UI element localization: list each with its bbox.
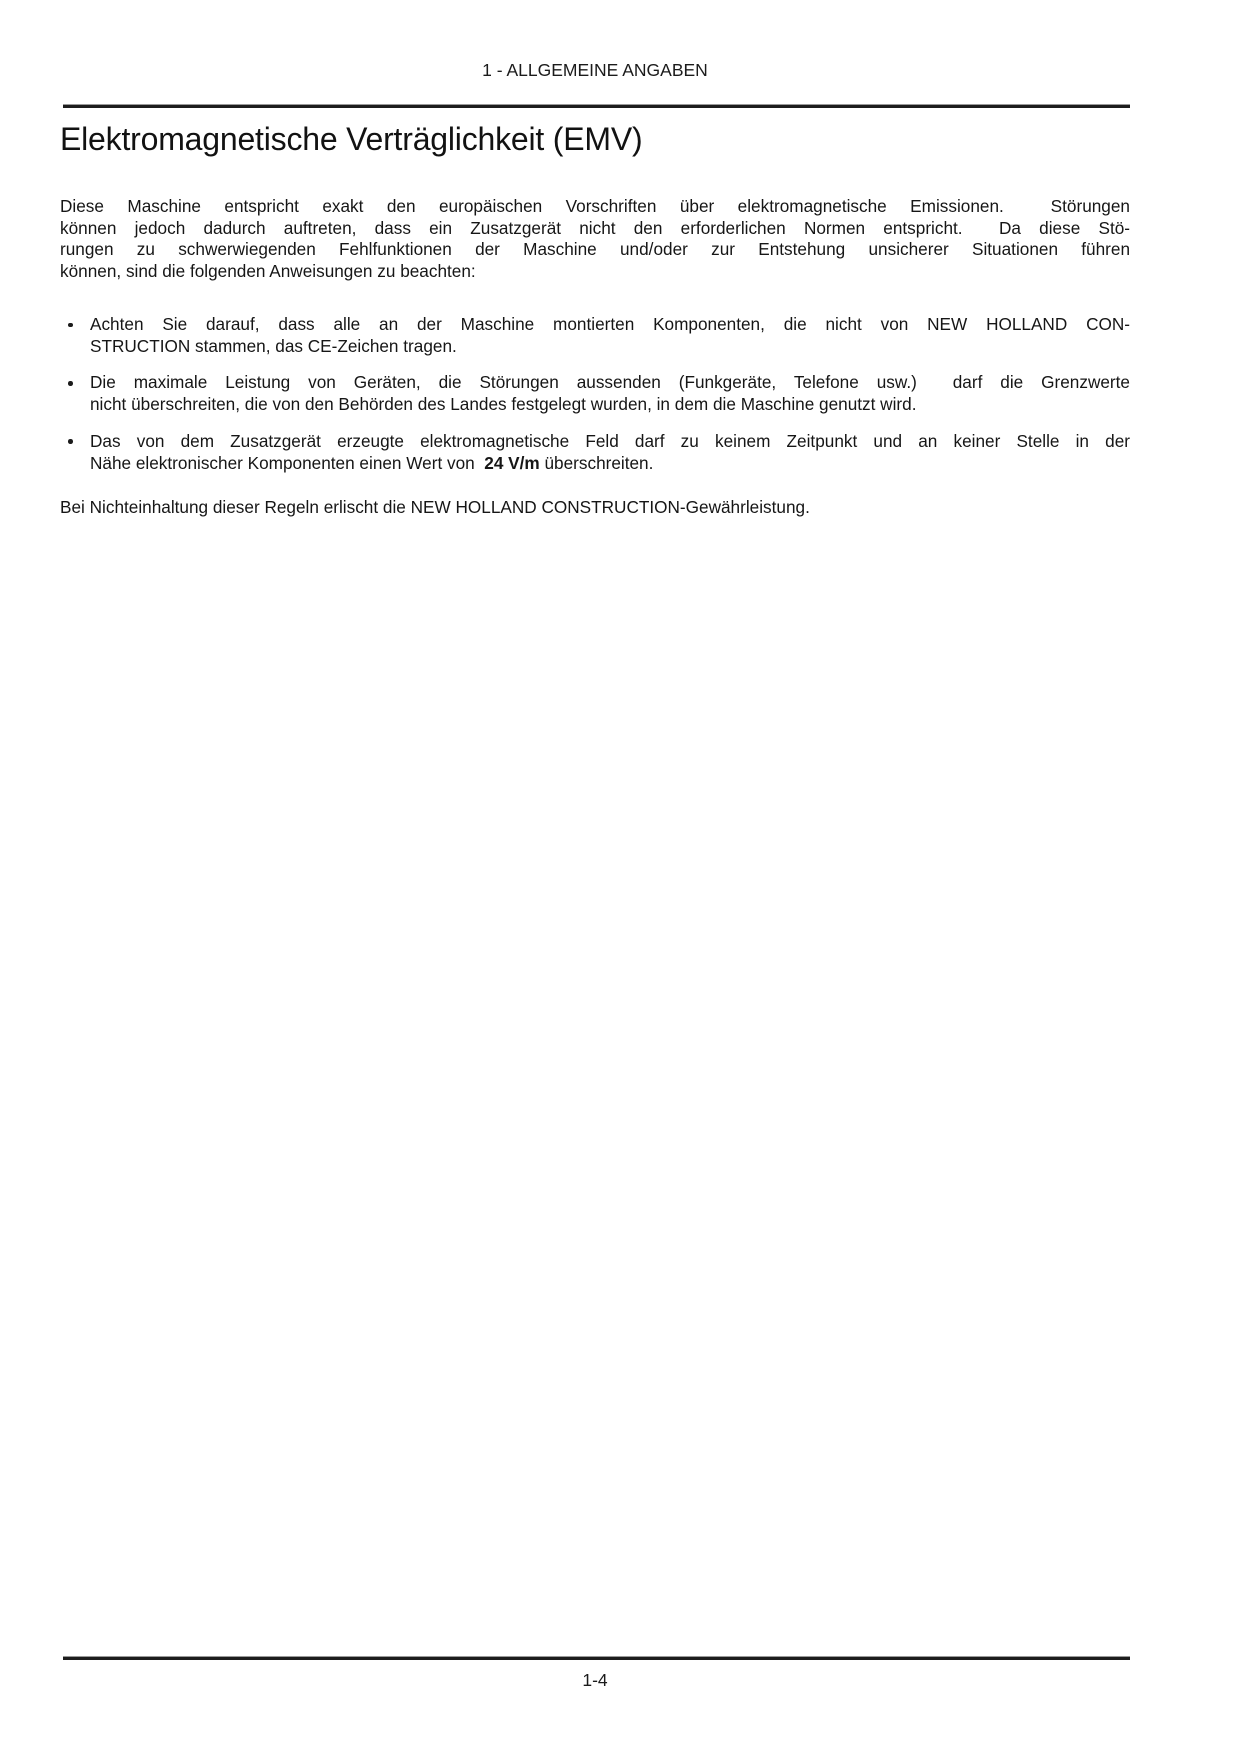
closing-paragraph: Bei Nichteinhaltung dieser Regeln erlischt die NEW HOLLAND CONSTRUCTION-Gewährleistung. <box>60 497 810 517</box>
paragraph-line <box>90 453 1130 475</box>
text-segment: nicht überschreiten, die von den Behörden des Landes festgelegt wurden, in dem die Maschine genutzt wird. <box>90 394 917 415</box>
list-item-text <box>90 431 1130 474</box>
paragraph-line <box>90 394 1130 416</box>
paragraph-line <box>90 372 1130 394</box>
bullet-marker <box>60 372 90 415</box>
text-segment: Die maximale Leistung von Geräten, die Störungen aussenden (Funkgeräte, Telefone usw.) darf die Grenzwerte <box>90 372 1130 393</box>
page-number: 1-4 <box>582 1670 608 1690</box>
bold-value: 24 V/m <box>484 452 540 473</box>
footer-rule <box>63 1656 1130 1660</box>
bullet-dot-icon <box>68 439 73 444</box>
text-segment: Das von dem Zusatzgerät erzeugte elektromagnetische Feld darf zu keinem Zeitpunkt und an keiner Stelle in der <box>90 430 1130 451</box>
text-segment: STRUCTION stammen, das CE-Zeichen tragen. <box>90 335 457 356</box>
text-segment: Nähe elektronischer Komponenten einen Wert von <box>90 452 485 473</box>
section-title: Elektromagnetische Verträglichkeit (EMV) <box>60 121 643 157</box>
list-item <box>60 372 1130 415</box>
bullet-list <box>60 314 1130 489</box>
text-segment: Achten Sie darauf, dass alle an der Maschine montierten Komponenten, die nicht von NEW HOLLAND CON- <box>90 314 1130 334</box>
paragraph-line: können, sind die folgenden Anweisungen zu beachten: <box>60 261 476 282</box>
paragraph-line: rungen zu schwerwiegenden Fehlfunktionen der Maschine und/oder zur Entstehung unsicherer Situationen führen <box>60 239 1130 260</box>
list-item-text <box>90 314 1130 357</box>
list-item-text <box>90 372 1130 415</box>
paragraph-line <box>90 431 1130 453</box>
list-item <box>60 314 1130 357</box>
text-segment: überschreiten. <box>539 452 654 473</box>
list-item <box>60 431 1130 474</box>
bullet-marker <box>60 431 90 474</box>
page-header-title: 1 - ALLGEMEINE ANGABEN <box>482 60 708 80</box>
bullet-dot-icon <box>68 323 73 328</box>
paragraph-line <box>90 336 1130 358</box>
paragraph-line: können jedoch dadurch auftreten, dass ein Zusatzgerät nicht den erforderlichen Normen entspricht. Da diese Stö- <box>60 217 1130 238</box>
intro-paragraph <box>60 196 1130 283</box>
bullet-marker <box>60 314 90 357</box>
paragraph-line: Diese Maschine entspricht exakt den europäischen Vorschriften über elektromagnetische Emissionen. Störungen <box>60 196 1130 216</box>
header-rule <box>63 104 1130 108</box>
bullet-dot-icon <box>68 381 73 386</box>
paragraph-line <box>90 314 1130 336</box>
